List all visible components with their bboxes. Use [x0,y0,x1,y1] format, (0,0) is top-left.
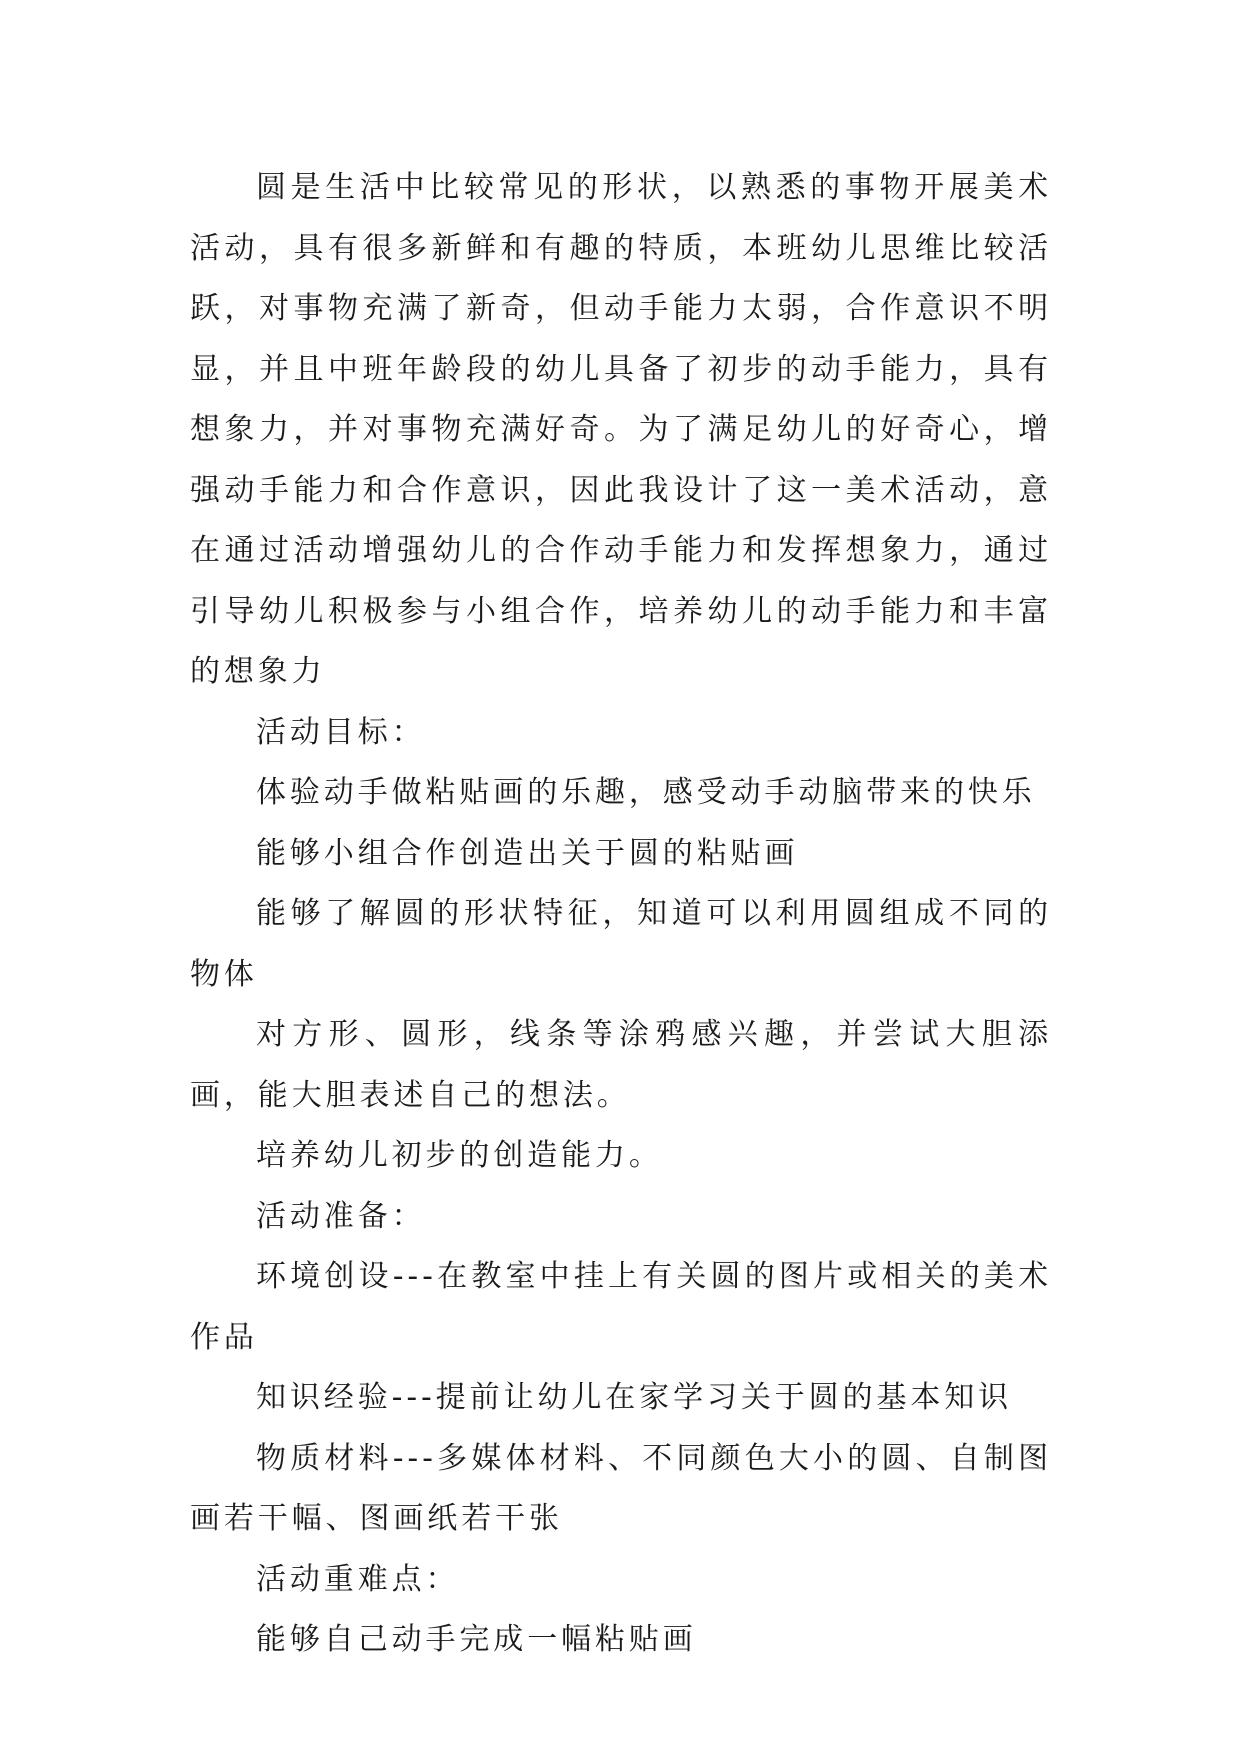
heading-activity-preparation: 活动准备： [256,1198,426,1234]
goal-item: 能够小组合作创造出关于圆的粘贴画 [256,835,799,871]
goal-item: 培养幼儿初步的创造能力。 [256,1138,663,1173]
preparation-item: 知识经验---提前让幼儿在家学习关于圆的基本知识 [256,1380,1013,1415]
key-difficulty-item: 能够自己动手完成一幅粘贴画 [256,1622,697,1657]
preparation-item: 环境创设---在教室中挂上有关圆的图片或相关的美术作品 [190,1259,1052,1355]
heading-activity-goals: 活动目标： [256,714,426,750]
paragraph-intro: 圆是生活中比较常见的形状，以熟悉的事物开展美术活动，具有很多新鲜和有趣的特质，本班幼儿思维比较活跃，对事物充满了新奇，但动手能力太弱，合作意识不明显，并且中班年龄段的幼儿具备了初步的动手能力，具有想象力，并对事物充满好奇。为了满足幼儿的好奇心，增强动手能力和合作意识，因此我设计了这一美术活动，意在通过活动增强幼儿的合作动手能力和发挥想象力，通过引导幼儿积极参与小组合作，培养幼儿的动手能力和丰富的想象力 [190,170,1052,689]
document-body [190,158,1052,1671]
goal-item: 对方形、圆形，线条等涂鸦感兴趣，并尝试大胆添画，能大胆表述自己的想法。 [190,1017,1052,1113]
heading-key-difficulties: 活动重难点： [256,1561,460,1597]
goal-item: 能够了解圆的形状特征，知道可以利用圆组成不同的物体 [190,896,1052,992]
goal-item: 体验动手做粘贴画的乐趣，感受动手动脑带来的快乐 [256,775,1036,810]
preparation-item: 物质材料---多媒体材料、不同颜色大小的圆、自制图画若干幅、图画纸若干张 [190,1440,1052,1536]
